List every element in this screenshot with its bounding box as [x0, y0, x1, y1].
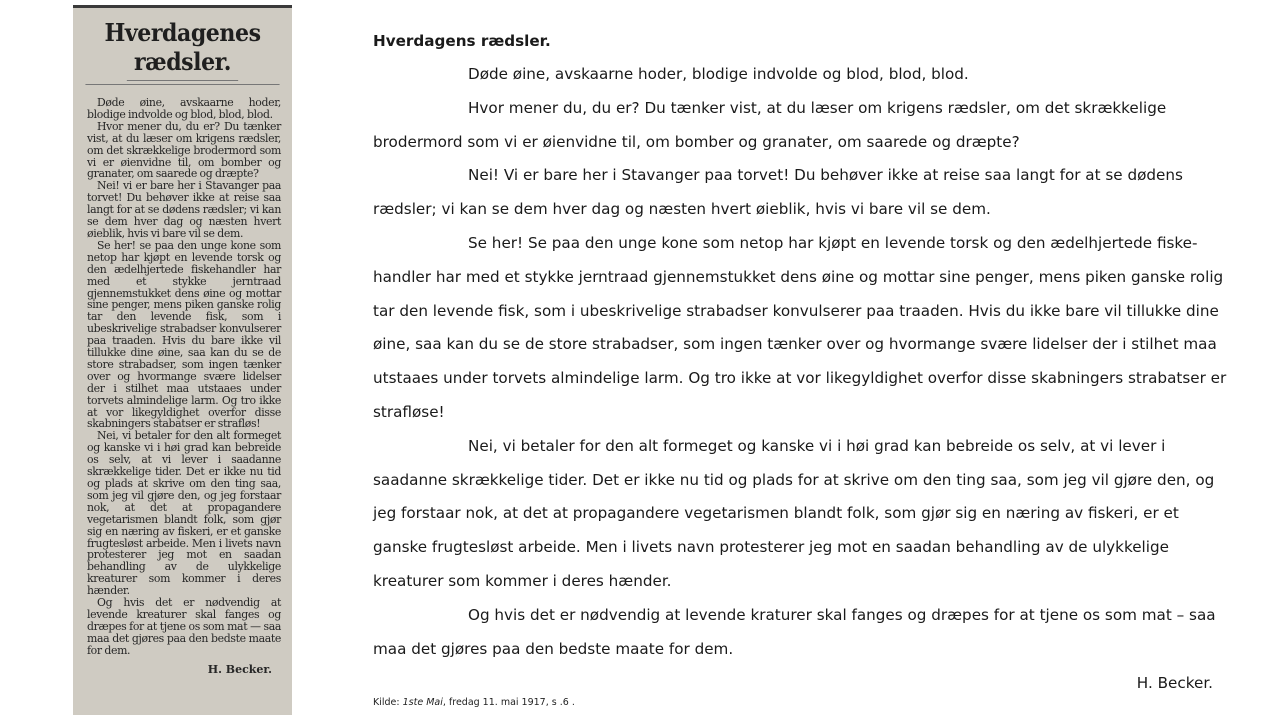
clipping-paragraph: Nei! vi er bare her i Stavanger paa torvet! Du behøver ikke at reise saa langt for at se dødens rædsler; vi kan se dem hver dag og næsten hvert øieblik, hvis vi bare vil se dem.	[87, 179, 281, 240]
clipping-title: Hverdagenes rædsler.	[85, 8, 279, 85]
clipping-paragraph: Se her! se paa den unge kone som netop har kjøpt en levende torsk og den ædelhjertede fiskehandler har med et stykke jerntraad gjennemstukket dens øine og mottar sine penger, mens piken ganske rolig tar den levende fisk, som i ubeskrivelige strabadser konvulserer paa traaden. Hvis du bare ikke vil tillukke dine øine, saa kan du se de store strabadser, som ingen tænker over og hvormange svære lidelser der i stilhet maa utstaaes under torvets almindelige larm. Og tro ikke at vor likegyldighet overfor disse skabningers stabatser er strafløs!	[87, 238, 281, 431]
clipping-body	[73, 85, 292, 657]
article-title: Hverdagens rædsler.	[373, 32, 551, 50]
article-paragraph: Hvor mener du, du er? Du tænker vist, at du læser om krigens rædsler, om det skrækkelige brodermord som vi er øienvidne til, om bomber og granater, om saarede og dræpte?	[373, 98, 1167, 151]
article-paragraph: Se her! Se paa den unge kone som netop har kjøpt en levende torsk og den ædelhjertede fiske-handler har med et stykke jerntraad gjennemstukket dens øine og mottar sine penger, mens piken ganske rolig tar den levende fisk, som i ubeskrivelige strabadser konvulserer paa traaden. Hvis du ikke bare vil tillukke dine øine, saa kan du se de store strabadser, som ingen tænker over og hvormange svære lidelser der i stilhet maa utstaaes under torvets almindelige larm. Og tro ikke at vor likegyldighet overfor disse skabningers strabatser er strafløse!	[373, 233, 1227, 421]
article-paragraph: Og hvis det er nødvendig at levende kraturer skal fanges og dræpes for at tjene os som mat – saa maa det gjøres paa den bedste maate for dem.	[373, 605, 1216, 658]
article-signature: H. Becker.	[1136, 674, 1213, 693]
clipping-paragraph: Og hvis det er nødvendig at levende kreaturer skal fanges og dræpes for at tjene os som mat — saa maa det gjøres paa den bedste maate for dem.	[87, 596, 281, 657]
clipping-paragraph: Hvor mener du, du er? Du tænker vist, at du læser om krigens rædsler, om det skrækkelige brodermord som vi er øienvidne til, om bomber og granater, om saarede og dræpte?	[87, 119, 281, 181]
article-paragraph: Nei! Vi er bare her i Stavanger paa torvet! Du behøver ikke at reise saa langt for at se dødens rædsler; vi kan se dem hver dag og næsten hvert øieblik, hvis vi bare vil se dem.	[373, 166, 1183, 219]
article-paragraph: Døde øine, avskaarne hoder, blodige indvolde og blod, blod, blod.	[468, 65, 969, 83]
article-paragraph: Nei, vi betaler for den alt formeget og kanske vi i høi grad kan bebreide os selv, at vi lever i saadanne skrækkelige tider. Det er ikke nu tid og plads for at skrive om den ting saa, som jeg vil gjøre den, og jeg forstaar nok, at det at propagandere vegetarismen blandt folk, som gjør sig en næring av fiskeri, er et ganske frugtesløst arbeide. Men i livets navn protesterer jeg mot en saadan behandling av de ulykkelige kreaturer som kommer i deres hænder.	[373, 436, 1215, 590]
source-details: , fredag 11. mai 1917, s .6 .	[442, 697, 575, 708]
source-publication: 1ste Mai	[402, 697, 443, 708]
newspaper-clipping	[73, 5, 292, 715]
source-prefix: Kilde:	[373, 697, 403, 708]
clipping-paragraph: Døde øine, avskaarne hoder, blodige indvolde og blod, blod, blod.	[87, 96, 281, 121]
source-caption	[373, 697, 575, 708]
clipping-signature: H. Becker.	[207, 662, 272, 676]
article-transcription	[373, 24, 1233, 700]
clipping-paragraph: Nei, vi betaler for den alt formeget og kanske vi i høi grad kan bebreide os selv, at vi lever i saadanne skrækkelige tider. Det er ikke nu tid og plads at skrive om den ting saa, som jeg vil gjøre den, og jeg forstaar nok, at det at propagandere vegetarismen blandt folk, som gjør sig en næring av fiskeri, er et ganske frugtesløst arbeide. Men i livets navn protesterer jeg mot en saadan behandling av de ulykkelige kreaturer som kommer i deres hænder.	[87, 429, 281, 598]
